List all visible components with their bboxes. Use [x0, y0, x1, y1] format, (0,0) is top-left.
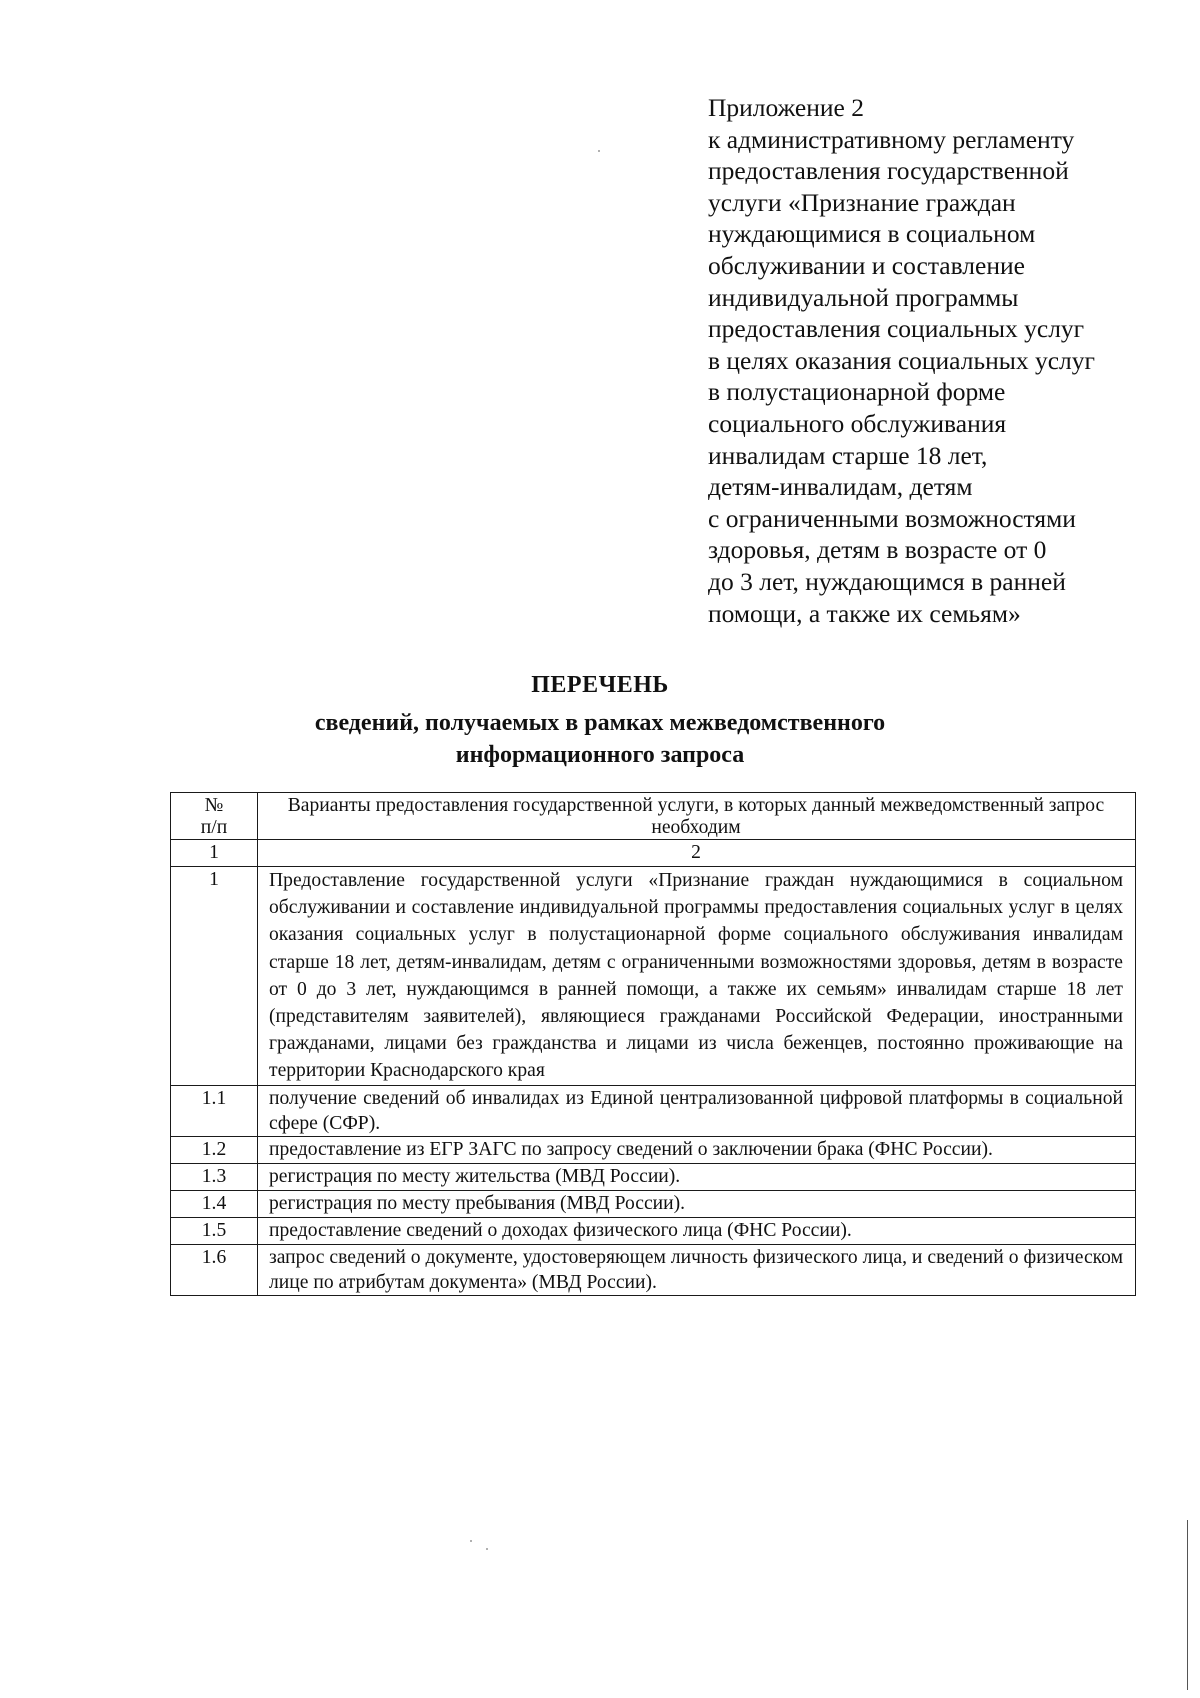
table-row [171, 1136, 1136, 1163]
appendix-line: здоровья, детям в возрасте от 0 [708, 535, 1047, 565]
header-number-abbr: п/п [200, 817, 228, 838]
table-header-row [171, 793, 1136, 840]
row-number: 1.6 [171, 1244, 258, 1295]
appendix-block [708, 92, 1168, 629]
row-text: запрос сведений о документе, удостоверяющем личность физического лица, и сведений о физическом лице по атрибутам документа» (МВД России). [258, 1244, 1136, 1295]
table-row [171, 1163, 1136, 1190]
table-row [171, 1217, 1136, 1244]
table-numbering-row [171, 840, 1136, 867]
requests-table [170, 792, 1136, 1296]
appendix-line: с ограниченными возможностями [708, 503, 1076, 533]
document-title: ПЕРЕЧЕНЬ [531, 672, 669, 698]
row-text: получение сведений об инвалидах из Единой централизованной цифровой платформы в социальной сфере (СФР). [258, 1085, 1136, 1136]
table-row [171, 1085, 1136, 1136]
appendix-line: к административному регламенту [708, 124, 1075, 154]
row-text: регистрация по месту пребывания (МВД России). [258, 1190, 1136, 1217]
appendix-line: Приложение 2 [708, 93, 864, 122]
numbering-cell-1: 1 [171, 840, 258, 867]
row-text: предоставление сведений о доходах физического лица (ФНС России). [258, 1217, 1136, 1244]
appendix-line: предоставления социальных услуг [708, 314, 1085, 344]
scan-speck [486, 1548, 488, 1550]
scan-speck [598, 150, 600, 152]
appendix-line: в целях оказания социальных услуг [708, 345, 1095, 375]
row-number: 1.1 [171, 1085, 258, 1136]
appendix-line: социального обслуживания [708, 408, 1007, 438]
row-number: 1.5 [171, 1217, 258, 1244]
table-row [171, 1190, 1136, 1217]
document-subtitle-line1: сведений, получаемых в рамках межведомственного [314, 710, 886, 736]
header-number-sign: № [204, 795, 224, 816]
appendix-line: предоставления государственной [708, 156, 1069, 186]
table-row [171, 867, 1136, 1086]
row-number: 1 [171, 867, 258, 1086]
appendix-line: в полустационарной форме [708, 377, 1006, 407]
row-number: 1.2 [171, 1136, 258, 1163]
scan-speck [470, 1540, 472, 1542]
table-row [171, 1244, 1136, 1295]
row-text: Предоставление государственной услуги «Признание граждан нуждающимися в социальном обслуживании и составление индивидуальной программы предоставления социальных услуг в целях оказания социальных услуг в полустационарной форме социального обслуживания инвалидам старше 18 лет, детям-инвалидам, детям с ограниченными возможностями здоровья, детям в возрасте от 0 до 3 лет, нуждающимся в ранней помощи, а также их семьям» инвалидам старше 18 лет (представителям заявителей), являющиеся гражданами Российской Федерации, иностранными гражданами, лицами без гражданства и лицами из числа беженцев, постоянно проживающие на территории Краснодарского края [258, 867, 1136, 1086]
appendix-line: детям-инвалидам, детям [708, 472, 973, 502]
scan-edge-mark [1187, 1520, 1188, 1690]
appendix-line: услуги «Признание граждан [708, 187, 1016, 217]
header-number-cell [171, 793, 258, 840]
appendix-line: до 3 лет, нуждающимся в ранней [708, 566, 1066, 596]
appendix-line: нуждающимися в социальном [708, 219, 1036, 249]
appendix-line: помощи, а также их семьям» [708, 598, 1021, 628]
row-text: предоставление из ЕГР ЗАГС по запросу сведений о заключении брака (ФНС России). [258, 1136, 1136, 1163]
appendix-line: инвалидам старше 18 лет, [708, 440, 988, 470]
appendix-line: индивидуальной программы [708, 282, 1019, 312]
row-text: регистрация по месту жительства (МВД России). [258, 1163, 1136, 1190]
document-subtitle-line2: информационного запроса [455, 742, 745, 768]
row-number: 1.4 [171, 1190, 258, 1217]
appendix-line: обслуживании и составление [708, 250, 1025, 280]
numbering-cell-2: 2 [258, 840, 1136, 867]
row-number: 1.3 [171, 1163, 258, 1190]
header-variants-cell: Варианты предоставления государственной услуги, в которых данный межведомственный запрос необходим [258, 793, 1136, 840]
